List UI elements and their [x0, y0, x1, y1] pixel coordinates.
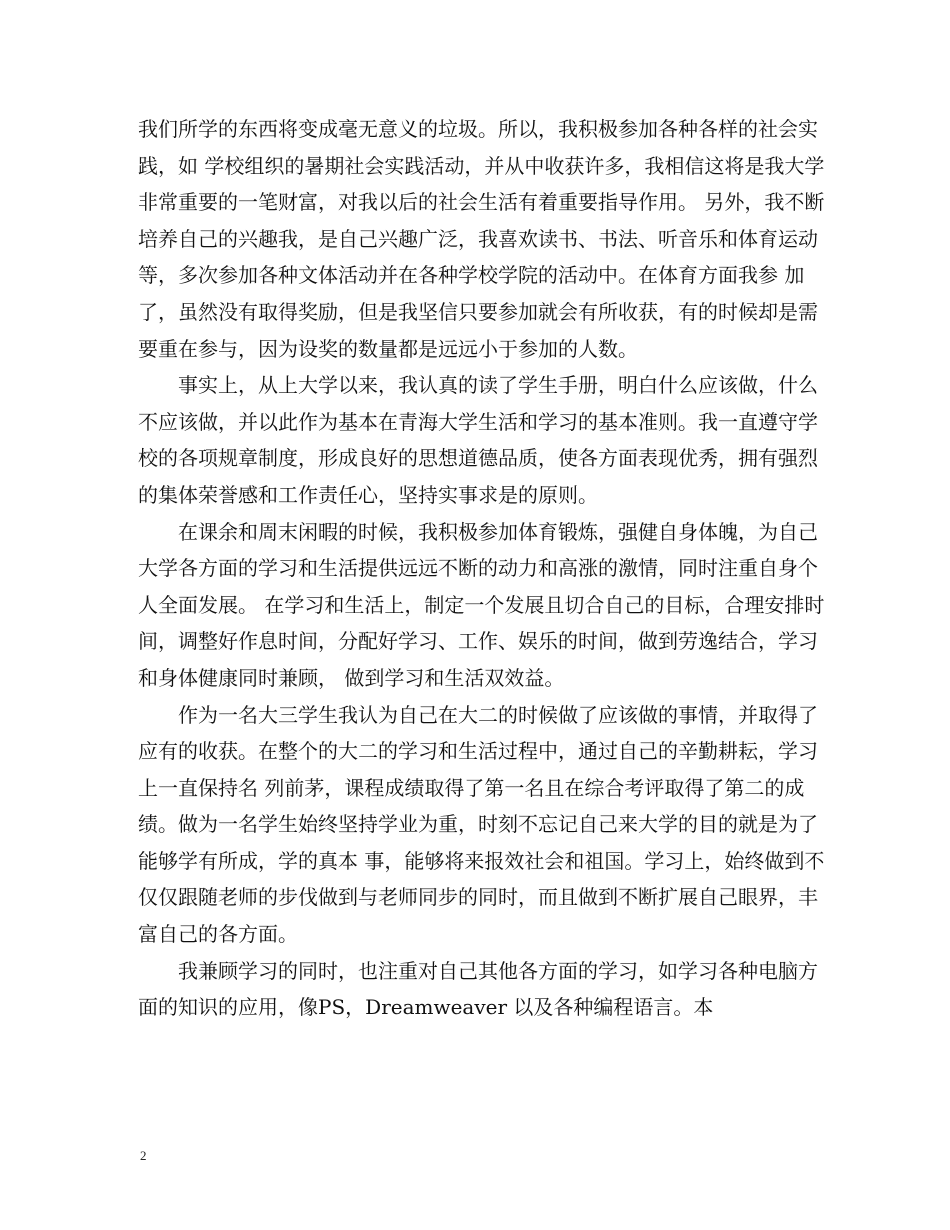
paragraph-4: 作为一名大三学生我认为自己在大二的时候做了应该做的事情，并取得了应有的收获。在整个的大二的学习和生活过程中，通过自己的辛勤耕耘，学习上一直保持名 列前茅，课程成绩取得了第一名且在综合考评取得了第二的成绩。做为一名学生始终坚持学业为重，时刻不忘记自己来大学的目的就是为了能够学有所成，学的真本 事，能够将来报效社会和祖国。学习上，始终做到不仅仅跟随老师的步伐做到与老师同步的同时，而且做到不断扩展自己眼界，丰富自己的各方面。 [138, 702, 825, 947]
paragraph-1: 我们所学的东西将变成毫无意义的垃圾。所以，我积极参加各种各样的社会实践，如 学校组织的暑期社会实践活动，并从中收获许多，我相信这将是我大学非常重要的一笔财富，对我以后的社会生活有着重要指导作用。 另外，我不断培养自己的兴趣我，是自己兴趣广泛，我喜欢读书、书法、听音乐和体育运动等，多次参加各种文体活动并在各种学校学院的活动中。在体育方面我参 加了，虽然没有取得奖励，但是我坚信只要参加就会有所收获，有的时候却是需要重在参与，因为设奖的数量都是远远小于参加的人数。 [138, 117, 825, 361]
body-text [138, 111, 828, 1026]
paragraph-2: 事实上，从上大学以来，我认真的读了学生手册，明白什么应该做，什么不应该做，并以此作为基本在青海大学生活和学习的基本准则。我一直遵守学校的各项规章制度，形成良好的思想道德品质，使各方面表现优秀，拥有强烈的集体荣誉感和工作责任心，坚持实事求是的原则。 [138, 373, 818, 507]
paragraph-3: 在课余和周末闲暇的时候，我积极参加体育锻炼，强健自身体魄，为自己大学各方面的学习和生活提供远远不断的动力和高涨的激情，同时注重自身个人全面发展。 在学习和生活上，制定一个发展且切合自己的目标，合理安排时间，调整好作息时间，分配好学习、工作、娱乐的时间，做到劳逸结合，学习和身体健康同时兼顾， 做到学习和生活双效益。 [138, 519, 825, 690]
page-number: 2 [140, 1148, 147, 1163]
paragraph-5: 我兼顾学习的同时，也注重对自己其他各方面的学习，如学习各种电脑方面的知识的应用，像PS，Dreamweaver 以及各种编程语言。本 [138, 958, 818, 1020]
